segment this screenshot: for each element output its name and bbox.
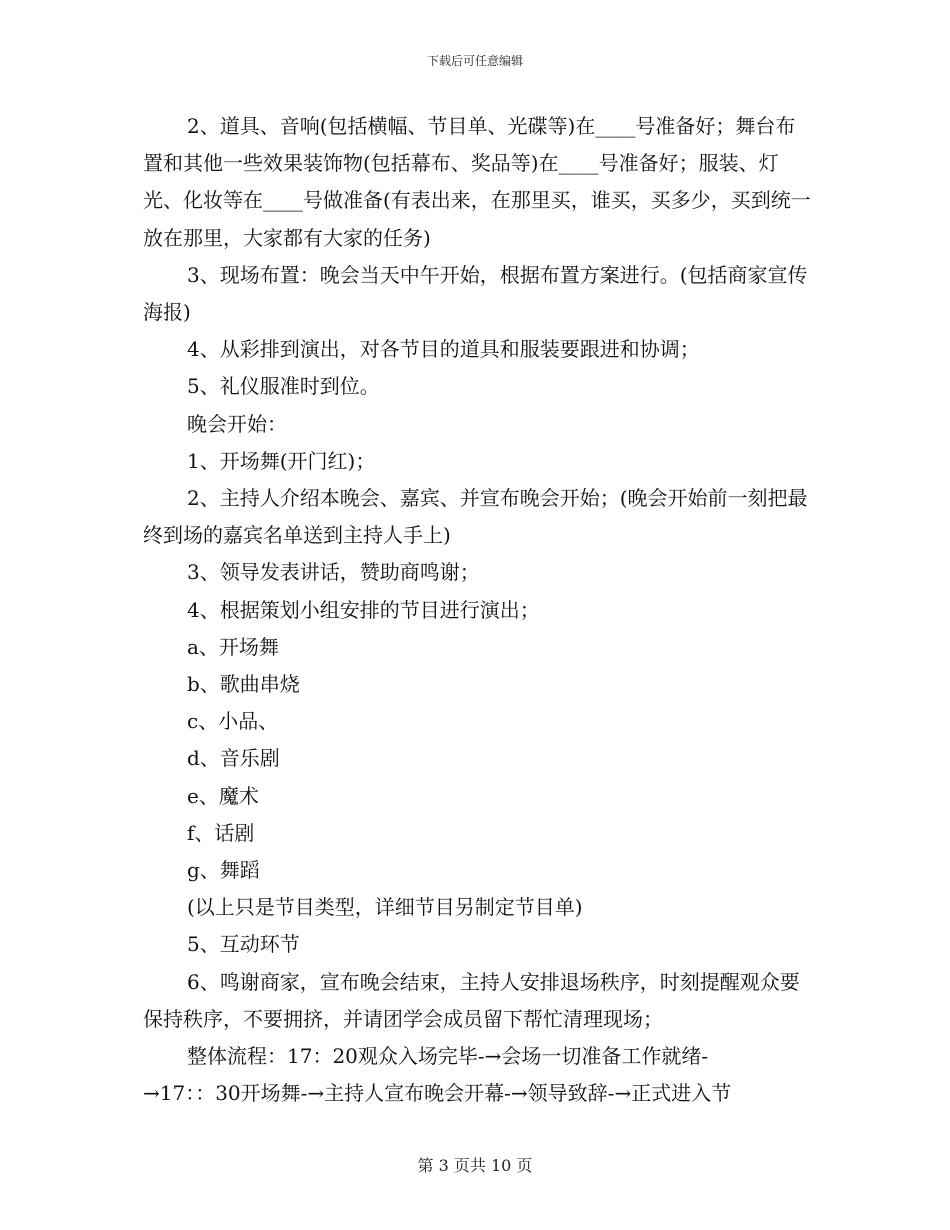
list-item-sketch: c、小品、 bbox=[187, 709, 279, 734]
paragraph-leader-speech: 3、领导发表讲话，赞助商鸣谢； bbox=[187, 560, 480, 585]
document-body bbox=[143, 108, 813, 1112]
page-header: 下载后可任意编辑 bbox=[426, 54, 523, 68]
list-item-drama: f、话剧 bbox=[187, 820, 255, 845]
list-item-dance: g、舞蹈 bbox=[187, 858, 260, 883]
paragraph-program-types-note: (以上只是节目类型，详细节目另制定节目单) bbox=[187, 895, 583, 920]
paragraph-overall-flow-line-2: →17：：30开场舞-→主持人宣布晚会开幕-→领导致辞-→正式进入节 bbox=[143, 1081, 732, 1106]
paragraph-closing: 6、鸣谢商家，宣布晚会结束，主持人安排退场秩序，时刻提醒观众要保持秩序，不要拥挤，并请团学会成员留下帮忙清理现场； bbox=[143, 969, 800, 1031]
paragraph-venue-setup: 3、现场布置：晚会当天中午开始，根据布置方案进行。(包括商家宣传海报) bbox=[143, 262, 808, 325]
paragraph-props-preparation: 2、道具、音响(包括横幅、节目单、光碟等)在____号准备好；舞台布置和其他一些效果装饰物(包括幕布、奖品等)在____号准备好；服装、灯光、化妆等在____号做准备(有表出来，在那里买，谁买，买多少，买到统一放在那里，大家都有大家的任务) bbox=[143, 114, 811, 250]
section-heading-evening-start: 晚会开始： bbox=[187, 411, 287, 436]
paragraph-etiquette-staff: 5、礼仪服准时到位。 bbox=[187, 374, 380, 399]
paragraph-host-introduction: 2、主持人介绍本晚会、嘉宾、并宣布晚会开始；(晚会开始前一刻把最终到场的嘉宾名单送到主持人手上) bbox=[143, 486, 808, 548]
list-item-musical: d、音乐剧 bbox=[187, 746, 280, 771]
list-item-song-medley: b、歌曲串烧 bbox=[187, 672, 300, 697]
paragraph-program-performance: 4、根据策划小组安排的节目进行演出； bbox=[187, 597, 540, 622]
paragraph-opening-dance: 1、开场舞(开门红)； bbox=[187, 448, 376, 473]
paragraph-overall-flow-line-1: 整体流程：17：20观众入场完毕-→会场一切准备工作就绪- bbox=[187, 1044, 709, 1069]
paragraph-rehearsal-coordination: 4、从彩排到演出，对各节目的道具和服装要跟进和协调； bbox=[187, 337, 700, 362]
list-item-magic: e、魔术 bbox=[187, 783, 259, 808]
page-footer: 第 3 页共 10 页 bbox=[417, 1156, 533, 1175]
list-item-opening-dance: a、开场舞 bbox=[187, 634, 279, 659]
paragraph-interactive-session: 5、互动环节 bbox=[187, 932, 300, 957]
